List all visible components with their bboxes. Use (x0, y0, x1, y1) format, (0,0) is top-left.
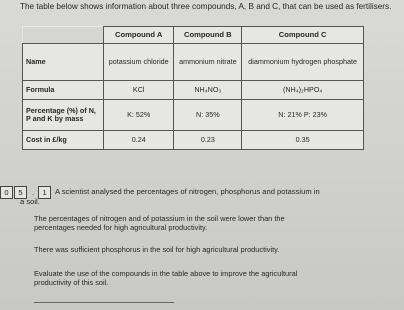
question-number-box-2: 5 (14, 186, 27, 199)
paragraph-2: There was sufficient phosphorus in the soil for high agricultural productivity. (34, 245, 280, 254)
cell-formula-b: NH₄NO₃ (174, 81, 242, 100)
table-row-name (23, 44, 364, 81)
row-label-percentage: Percentage (%) of N, P and K by mass (23, 100, 104, 131)
cell-cost-b: 0.23 (174, 131, 242, 150)
paragraph-3-line1: Evaluate the use of the compounds in the table above to improve the agricultural (34, 269, 298, 278)
intro-text: The table below shows information about three compounds, A, B and C, that can be used as fertilisers. (20, 2, 392, 11)
paragraph-3-line2: productivity of this soil. (34, 278, 109, 287)
cell-percentage-b: N: 35% (174, 100, 242, 131)
paragraph-1-line2: percentages needed for high agricultural productivity. (34, 223, 208, 232)
question-stem-line1: A scientist analysed the percentages of nitrogen, phosphorus and potassium in (55, 187, 320, 196)
answer-line[interactable] (34, 302, 174, 303)
table-corner-cell (23, 27, 104, 44)
header-compound-c: Compound C (242, 27, 364, 44)
compounds-table (22, 26, 364, 150)
cell-name-c: diammonium hydrogen phosphate (242, 44, 364, 81)
cell-cost-a: 0.24 (104, 131, 174, 150)
question-stem-line2: a soil. (20, 197, 40, 206)
cell-formula-a: KCl (104, 81, 174, 100)
header-compound-a: Compound A (104, 27, 174, 44)
row-label-cost: Cost in £/kg (23, 131, 104, 150)
cell-name-a: potassium chloride (104, 44, 174, 81)
question-number-separator: . (32, 187, 35, 197)
table-row-formula (23, 81, 364, 100)
row-label-formula: Formula (23, 81, 104, 100)
cell-name-b: ammonium nitrate (174, 44, 242, 81)
question-number-box-1: 0 (0, 186, 13, 199)
header-compound-b: Compound B (174, 27, 242, 44)
table-row-percentage (23, 100, 364, 131)
question-number-box-3: 1 (38, 186, 51, 199)
paragraph-1-line1: The percentages of nitrogen and of potassium in the soil were lower than the (34, 214, 285, 223)
cell-percentage-a: K: 52% (104, 100, 174, 131)
table-header-row (23, 27, 364, 44)
cell-percentage-c: N: 21% P: 23% (242, 100, 364, 131)
cell-formula-c: (NH₄)₂HPO₄ (242, 81, 364, 100)
row-label-name: Name (23, 44, 104, 81)
cell-cost-c: 0.35 (242, 131, 364, 150)
table-row-cost (23, 131, 364, 150)
